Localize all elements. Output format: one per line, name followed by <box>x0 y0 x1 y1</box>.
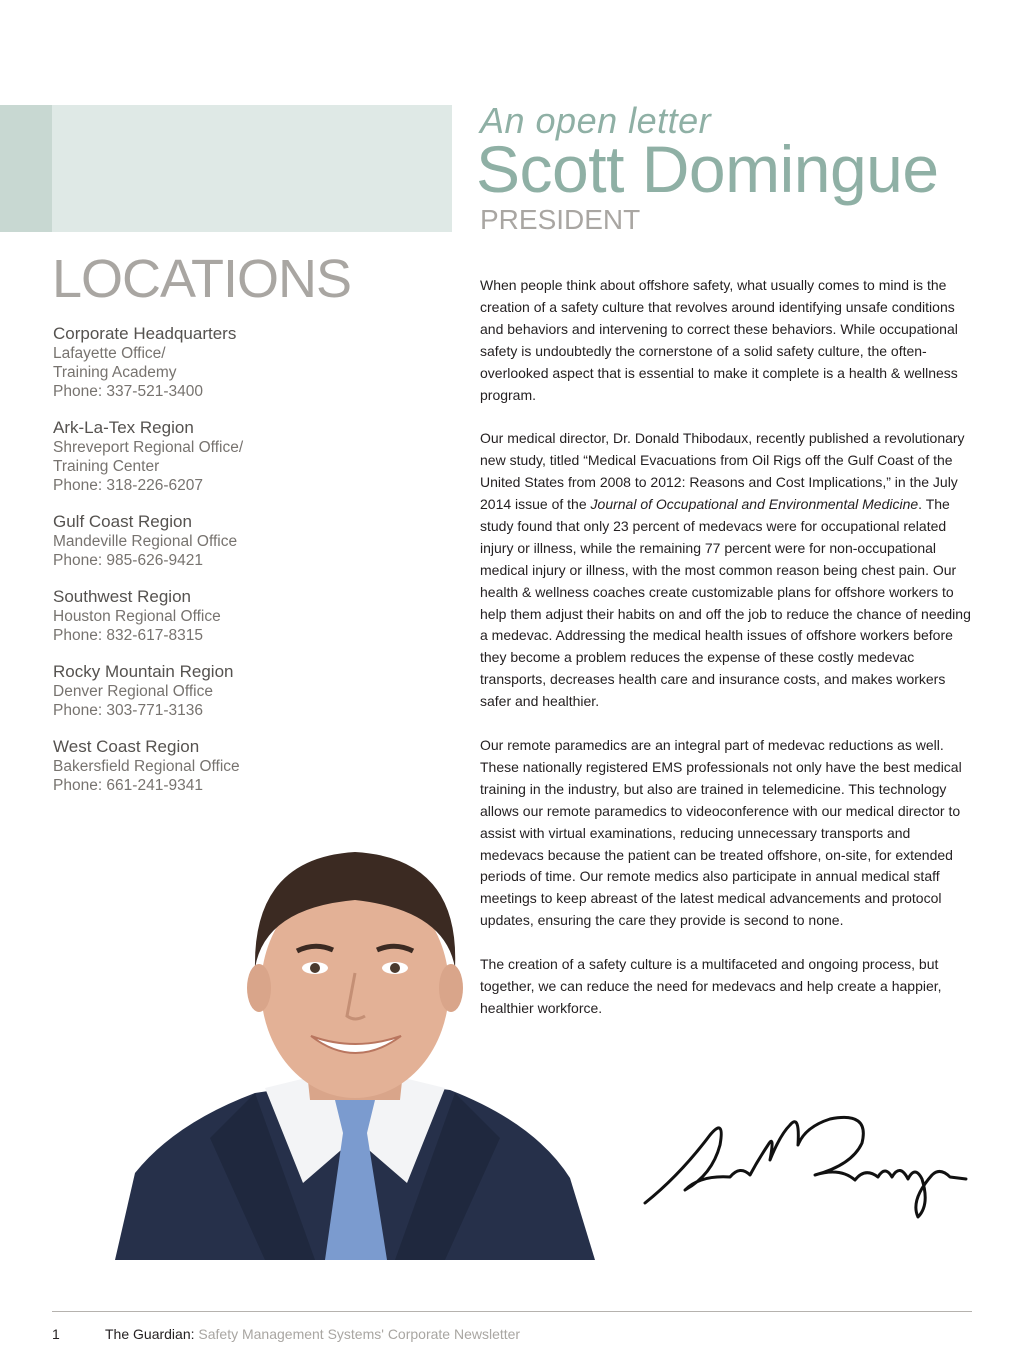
location-detail: Bakersfield Regional Office <box>53 758 240 775</box>
location-region: Corporate Headquarters <box>53 324 237 343</box>
location-detail: Phone: 318-226-6207 <box>53 477 203 494</box>
location-region: Ark-La-Tex Region <box>53 418 194 437</box>
location-detail: Mandeville Regional Office <box>53 533 238 550</box>
location-detail: Phone: 832-617-8315 <box>53 627 203 644</box>
location-region: Rocky Mountain Region <box>53 662 234 681</box>
location-detail: Lafayette Office/ <box>53 345 166 362</box>
location-detail: Houston Regional Office <box>53 608 221 625</box>
location-region: West Coast Region <box>53 737 200 756</box>
location-region: Gulf Coast Region <box>53 512 192 531</box>
letter-paragraph-1: When people think about offshore safety, what usually comes to mind is the creation of a safety culture that revolves around identifying unsafe conditions and behaviors and intervening to correct these behaviors. While occupational safety is undoubtedly the cornerstone of a solid safety culture, the often-overlooked aspect that is essential to make it complete is a health & wellness program. <box>480 277 958 403</box>
location-item <box>53 512 433 570</box>
location-item <box>53 737 433 795</box>
location-detail: Phone: 303-771-3136 <box>53 702 203 719</box>
letter-paragraph-3: Our remote paramedics are an integral part of medevac reductions as well. These nationally registered EMS professionals not only have the best medical training in the industry, but also are trained in telemedicine. This technology allows our remote paramedics to videoconference with our medical director to assist with virtual examinations, reducing unnecessary transports and medevacs because the patient can be treated offshore, on-site, for extended periods of time. Our remote medics also participate in annual medical staff meetings to keep abreast of the latest medical advancements and protocol updates, ensuring the care they provide is second to none. <box>480 737 962 929</box>
locations-heading: LOCATIONS <box>52 249 352 309</box>
author-name: Scott Domingue <box>476 132 939 206</box>
letter-kicker: An open letter <box>480 100 712 141</box>
author-role: PRESIDENT <box>480 204 641 235</box>
journal-title: Journal of Occupational and Environmental Medicine <box>590 496 919 513</box>
letter-paragraph-2 <box>480 428 976 713</box>
locations-list <box>53 324 433 812</box>
header-band <box>52 105 452 232</box>
publication-name: The Guardian: <box>105 1326 195 1342</box>
letter-paragraph-2-part-2: . The study found that only 23 percent of medevacs were for occupational related injury or illness, while the remaining 77 percent were for non-occupational medical injury or illness, with the most common reason being chest pain. Our health & wellness coaches create customizable plans for offshore workers to help them adjust their habits on and off the job to reduce the chance of needing a medevac. Addressing the medical health issues of offshore workers before they become a problem reduces the expense of these costly medevac transports, decreases health care and insurance costs, and makes workers safer and healthier. <box>480 496 971 710</box>
location-item <box>53 587 433 645</box>
location-item <box>53 324 433 401</box>
location-detail: Phone: 985-626-9421 <box>53 552 203 569</box>
location-detail: Denver Regional Office <box>53 683 213 700</box>
location-detail: Shreveport Regional Office/ <box>53 439 244 456</box>
publication-subtitle: Safety Management Systems' Corporate Newsletter <box>198 1326 521 1342</box>
location-detail: Training Center <box>53 458 160 475</box>
footer-rule <box>52 1311 972 1312</box>
letter-paragraph-4: The creation of a safety culture is a multifaceted and ongoing process, but together, we can reduce the need for medevacs and help create a happier, healthier workforce. <box>480 956 942 1016</box>
letter-body <box>480 275 976 1042</box>
location-region: Southwest Region <box>53 587 191 606</box>
page-number: 1 <box>52 1326 60 1342</box>
header-band-accent <box>0 105 52 232</box>
footer-publication <box>105 1326 520 1342</box>
location-detail: Phone: 337-521-3400 <box>53 383 203 400</box>
signature <box>640 1105 970 1220</box>
location-detail: Training Academy <box>53 364 177 381</box>
location-item <box>53 418 433 495</box>
letter-paragraph-2-part-1: Our medical director, Dr. Donald Thibodaux, recently published a revolutionary new study, titled “Medical Evacuations from Oil Rigs off the Gulf Coast of the United States from 2008 to 2012: Reasons and Cost Implications,” in the July 2014 issue of the <box>480 430 965 513</box>
location-detail: Phone: 661-241-9341 <box>53 777 203 794</box>
location-item <box>53 662 433 720</box>
